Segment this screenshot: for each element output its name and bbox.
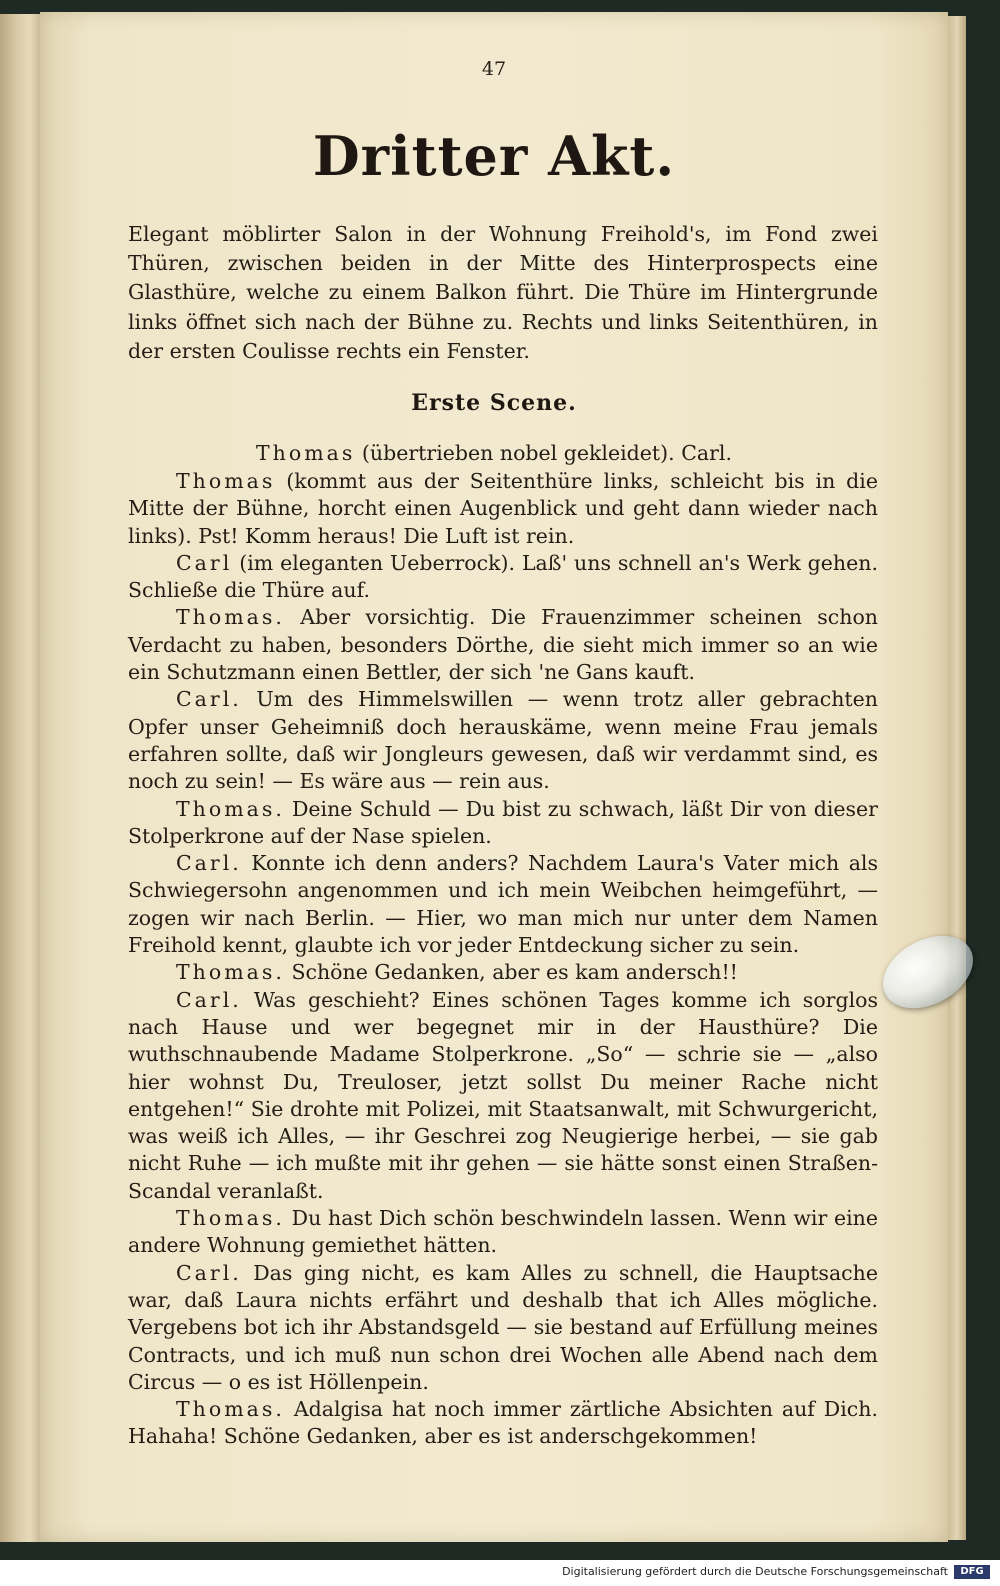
speech [128, 1260, 878, 1396]
speech-text: (kommt aus der Seitenthüre links, schleicht bis in die Mitte der Bühne, horcht einen Augenblick und geht dann wieder nach links). Pst! Komm heraus! Die Luft ist rein. [128, 469, 878, 548]
speech-text: Schöne Gedanken, aber es kam andersch!! [284, 960, 738, 985]
speech [128, 468, 878, 550]
speech [128, 686, 878, 795]
act-title: Dritter Akt. [312, 124, 676, 188]
speaker-name: Carl [176, 550, 233, 575]
speech [128, 1396, 878, 1451]
speaker-name: Thomas. [176, 960, 285, 985]
cast-text: (übertrieben nobel gekleidet). Carl. [355, 441, 732, 465]
dialogue [128, 468, 878, 1451]
stage-direction: Elegant möblirter Salon in der Wohnung Freihold's, im Fond zwei Thüren, zwischen beiden in der Mitte des Hinterprospects eine Glasthüre, welche zu einem Balkon führt. Die Thüre im Hintergrunde links öffnet sich nach der Bühne zu. Rechts und links Seitenthüren, in der ersten Coulisse rechts ein Fenster. [128, 222, 878, 363]
speaker-name: Thomas. [176, 1206, 285, 1231]
speaker-name: Thomas [256, 441, 356, 465]
speech [128, 796, 878, 851]
speech-text: Adalgisa hat noch immer zärtliche Absichten auf Dich. Hahaha! Schöne Gedanken, aber es ist anderschgekommen! [128, 1397, 878, 1449]
speech-text: Das ging nicht, es kam Alles zu schnell, die Hauptsache war, daß Laura nichts erfährt und deshalb that ich Alles mögliche. Vergebens bot ich ihr Abstandsgeld — sie bestand auf Erfüllung meines Contracts, und ich muß nun schon drei Wochen alle Abend nach dem Circus — o es ist Höllenpein. [128, 1260, 878, 1394]
speaker-name: Thomas [176, 469, 276, 493]
speech-text: (im eleganten Ueberrock). Laß' uns schnell an's Werk gehen. Schließe die Thüre auf. [128, 550, 878, 603]
page-number: 47 [481, 58, 507, 80]
speech-text: Was geschieht? Eines schönen Tages komme ich sorglos nach Hause und wer begegnet mir in der Hausthüre? Die wuthschnaubende Madame Stolperkrone. „So“ — schrie sie — „also hier wohnst Du, Treuloser, jetzt sollst Du meiner Rache nicht entgehen!“ Sie drohte mit Polizei, mit Staatsanwalt, mit Schwurgericht, was weiß ich Alles, — ihr Geschrei zog Neugierige herbei, — sie gab nicht Ruhe — ich mußte mit ihr gehen — sie hätte sonst einen Straßen-Scandal veranlaßt. [128, 987, 878, 1203]
speech [128, 850, 878, 959]
dfg-logo: DFG [954, 1565, 990, 1579]
speech-text: Um des Himmelswillen — wenn trotz aller gebrachten Opfer unser Geheimniß doch herauskäme, wenn meine Frau jemals erfahren sollte, daß wir Jongleurs gewesen, daß wir verdammt sind, es noch zu sein! — Es wäre aus — rein aus. [128, 687, 878, 794]
speaker-name: Carl. [176, 987, 242, 1012]
funding-credit: Digitalisierung gefördert durch die Deutsche Forschungsgemeinschaft [562, 1565, 948, 1578]
speaker-name: Carl. [176, 851, 242, 876]
speaker-name: Thomas. [176, 796, 285, 821]
speech [128, 1205, 878, 1260]
speech [128, 604, 878, 686]
footer-bar [0, 1560, 1000, 1586]
speech-text: Konnte ich denn anders? Nachdem Laura's Vater mich als Schwiegersohn angenommen und ich mein Weibchen heimgeführt, — zogen wir nach Berlin. — Hier, wo man mich nur unter dem Namen Freihold kennt, glaubte ich vor jeder Entdeckung sicher zu sein. [128, 851, 878, 958]
page-stack-edge [948, 16, 966, 1540]
speech-text: Aber vorsichtig. Die Frauenzimmer scheinen schon Verdacht zu haben, besonders Dörthe, die sieht mich immer so an wie ein Schutzmann einen Bettler, der sich 'ne Gans kauft. [128, 605, 878, 685]
speech-text: Deine Schuld — Du bist zu schwach, läßt Dir von dieser Stolperkrone auf der Nase spielen. [128, 796, 878, 848]
speaker-name: Carl. [176, 687, 242, 712]
speech [128, 550, 878, 605]
speaker-name: Thomas. [176, 1397, 285, 1422]
speech-text: Du hast Dich schön beschwindeln lassen. Wenn wir eine andere Wohnung gemiethet hätten. [128, 1206, 878, 1258]
facing-page-edge [0, 14, 42, 1542]
speaker-name: Carl. [176, 1260, 242, 1285]
speech [128, 959, 878, 986]
book-page [40, 12, 948, 1542]
scene-title: Erste Scene. [411, 390, 577, 416]
cast-line [40, 441, 948, 465]
speech [128, 987, 878, 1205]
speaker-name: Thomas. [176, 605, 285, 630]
